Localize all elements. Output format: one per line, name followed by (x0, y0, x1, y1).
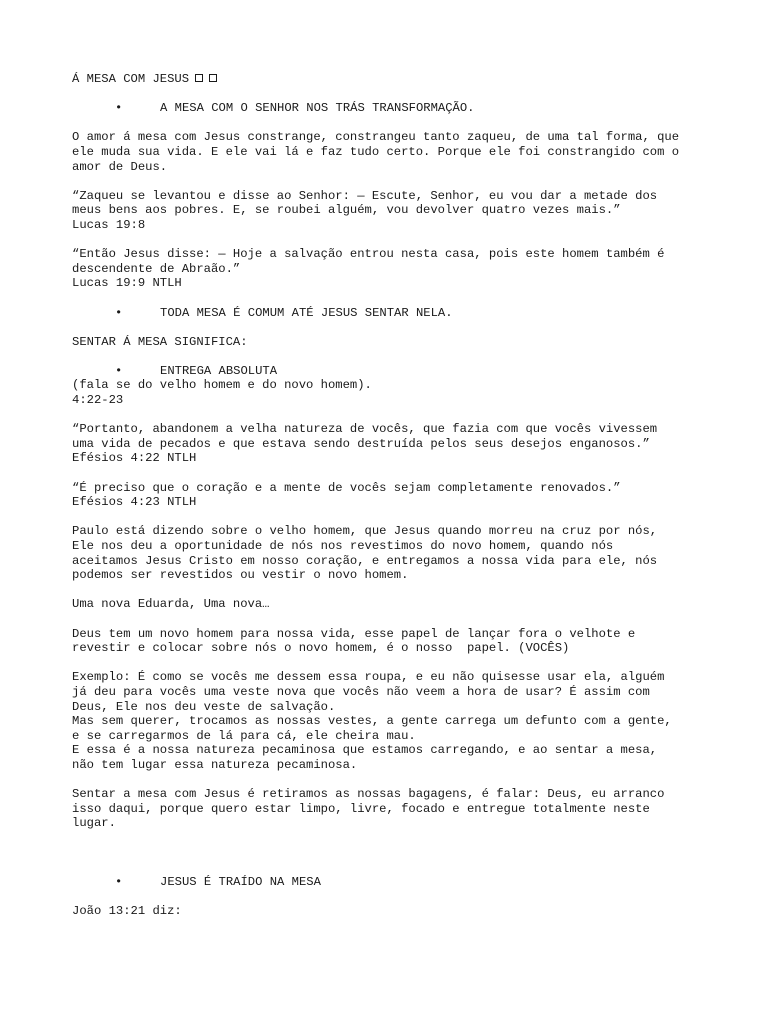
bullet-item (72, 364, 702, 379)
bible-quote: “Zaqueu se levantou e disse ao Senhor: — Escute, Senhor, eu vou dar a metade dos meus bens aos pobres. E, se roubei alguém, vou devolver quatro vezes mais.” Lucas 19:8 (72, 189, 702, 233)
document-page (72, 72, 702, 918)
paragraph: Deus tem um novo homem para nossa vida, esse papel de lançar fora o velhote e revestir e colocar sobre nós o novo homem, é o nosso papel. (VOCÊS) (72, 626, 636, 656)
note-line: (fala se do velho homem e do novo homem). (72, 378, 372, 393)
bullet-text: JESUS É TRAÍDO NA MESA (160, 874, 321, 889)
bullet-icon: • (115, 101, 123, 116)
placeholder-box-icon (209, 74, 217, 82)
bullet-item (72, 306, 702, 321)
paragraph: Paulo está dizendo sobre o velho homem, que Jesus quando morreu na cruz por nós, Ele nos deu a oportunidade de nós nos revestimos do novo homem, quando nós aceitamos Jesus Cristo em nosso coração, e entregamos a nossa vida para ele, nós podemos ser revestidos ou vestir o novo homem. (72, 524, 658, 583)
paragraph: João 13:21 diz: (72, 903, 182, 918)
quote-reference: Lucas 19:8 (72, 217, 146, 232)
bullet-icon: • (115, 363, 123, 378)
paragraph: Uma nova Eduarda, Uma nova… (72, 597, 270, 612)
bible-quote: “Então Jesus disse: — Hoje a salvação entrou nesta casa, pois este homem também é descendente de Abraão.” Lucas 19:9 NTLH (72, 247, 702, 291)
bullet-text: ENTREGA ABSOLUTA (160, 363, 278, 378)
quote-reference: Lucas 19:9 NTLH (72, 276, 182, 291)
paragraph: O amor á mesa com Jesus constrange, constrangeu tanto zaqueu, de uma tal forma, que ele muda sua vida. E ele vai lá e faz tudo certo. Porque ele foi constrangido com o amor de Deus. (72, 130, 680, 174)
bullet-item (72, 101, 702, 116)
bible-quote: “Portanto, abandonem a velha natureza de vocês, que fazia com que vocês vivessem uma vida de pecados e que estava sendo destruída pelos seus desejos enganosos.” Efésios 4:22 NTLH (72, 422, 702, 466)
document-title (72, 72, 702, 87)
bullet-text: TODA MESA É COMUM ATÉ JESUS SENTAR NELA. (160, 305, 453, 320)
bullet-item (72, 875, 702, 890)
quote-reference: Efésios 4:23 NTLH (72, 495, 197, 510)
title-text: Á MESA COM JESUS (72, 72, 190, 86)
placeholder-box-icon (195, 74, 203, 82)
quote-reference: Efésios 4:22 NTLH (72, 451, 197, 466)
reference-line: 4:22-23 (72, 393, 124, 408)
paragraph: Sentar a mesa com Jesus é retiramos as nossas bagagens, é falar: Deus, eu arranco isso daqui, porque quero estar limpo, livre, focado e entregue totalmente neste lugar. (72, 787, 665, 831)
section-heading: SENTAR Á MESA SIGNIFICA: (72, 334, 248, 349)
bullet-icon: • (115, 874, 123, 889)
bible-quote: “É preciso que o coração e a mente de vocês sejam completamente renovados.” Efésios 4:23 NTLH (72, 481, 702, 510)
paragraph: Exemplo: É como se vocês me dessem essa roupa, e eu não quisesse usar ela, alguém já deu para vocês uma veste nova que vocês não veem a hora de usar? É assim com Deus, Ele nos deu veste de salvação. Mas sem querer, trocamos as nossas vestes, a gente carrega um defunto com a gente, e se carregarmos de lá para cá, ele cheira mau. E essa é a nossa natureza pecaminosa que estamos carregando, e ao sentar a mesa, não tem lugar essa natureza pecaminosa. (72, 670, 672, 772)
bullet-icon: • (115, 305, 123, 320)
bullet-text: A MESA COM O SENHOR NOS TRÁS TRANSFORMAÇÃO. (160, 101, 475, 116)
